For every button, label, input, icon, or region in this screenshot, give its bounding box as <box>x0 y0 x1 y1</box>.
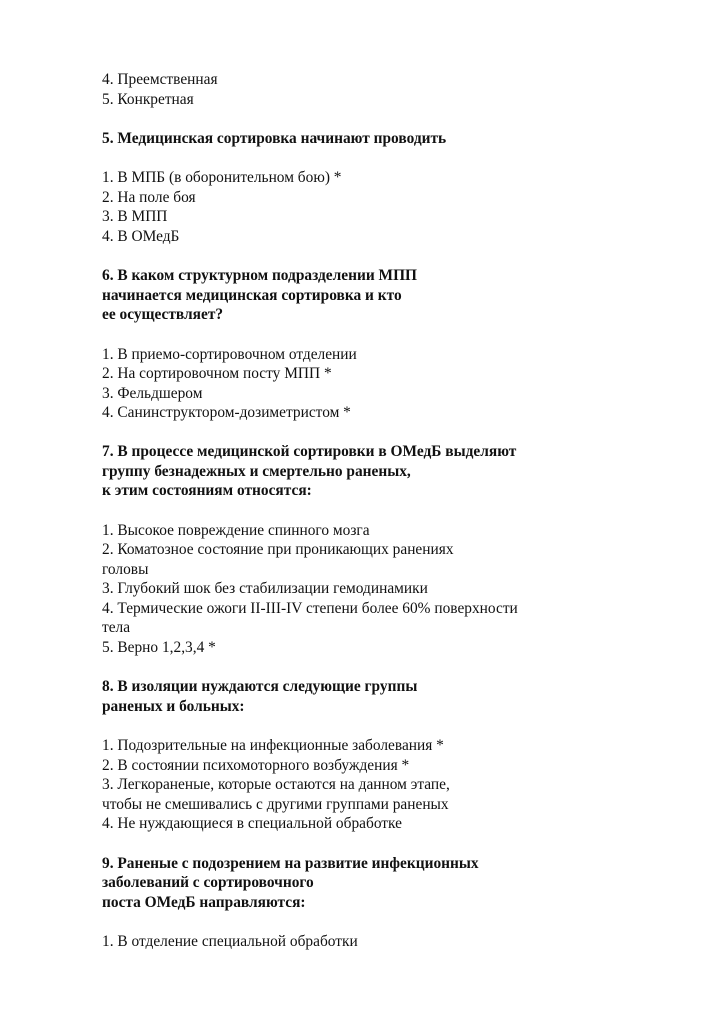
option-line: 1. В МПБ (в оборонительном бою) * <box>102 169 342 186</box>
option-line: 2. В состоянии психомоторного возбуждения * <box>102 757 410 774</box>
option-line: 2. На поле боя <box>102 189 196 206</box>
option-line: 4. Термические ожоги II-III-IV степени более 60% поверхности <box>102 600 518 617</box>
option-line: 3. Легкораненые, которые остаются на данном этапе, <box>102 776 450 793</box>
option-line: 4. Не нуждающиеся в специальной обработке <box>102 815 402 832</box>
option-line: 1. Подозрительные на инфекционные заболевания * <box>102 737 444 754</box>
option-line: головы <box>102 561 149 578</box>
question-8-title: 8. В изоляции нуждаются следующие группы <box>102 678 418 695</box>
question-5-title: 5. Медицинская сортировка начинают проводить <box>102 130 447 147</box>
question-9-title: 9. Раненые с подозрением на развитие инфекционных <box>102 855 479 872</box>
question-6-title: начинается медицинская сортировка и кто <box>102 287 402 304</box>
question-6-title: ее осуществляет? <box>102 306 224 323</box>
option-line: 5. Конкретная <box>102 91 194 108</box>
option-line: 3. В МПП <box>102 208 168 225</box>
option-line: 3. Глубокий шок без стабилизации гемодинамики <box>102 580 428 597</box>
question-9-title: заболеваний с сортировочного <box>102 874 314 891</box>
option-line: 3. Фельдшером <box>102 385 203 402</box>
question-7-title: 7. В процессе медицинской сортировки в ОМедБ выделяют <box>102 443 517 460</box>
option-line: 2. Коматозное состояние при проникающих ранениях <box>102 541 454 558</box>
option-line: тела <box>102 619 131 636</box>
option-line: 5. Верно 1,2,3,4 * <box>102 639 216 656</box>
option-line: 4. В ОМедБ <box>102 228 180 245</box>
option-line: 1. В отделение специальной обработки <box>102 933 358 950</box>
question-7-title: группу безнадежных и смертельно раненых, <box>102 463 411 480</box>
question-9-title: поста ОМедБ направляются: <box>102 894 306 911</box>
option-line: 1. В приемо-сортировочном отделении <box>102 346 357 363</box>
option-line: чтобы не смешивались с другими группами раненых <box>102 796 449 813</box>
question-6-title: 6. В каком структурном подразделении МПП <box>102 267 418 284</box>
question-8-title: раненых и больных: <box>102 698 245 715</box>
option-line: 4. Преемственная <box>102 71 218 88</box>
option-line: 4. Санинструктором-дозиметристом * <box>102 404 351 421</box>
option-line: 2. На сортировочном посту МПП * <box>102 365 332 382</box>
option-line: 1. Высокое повреждение спинного мозга <box>102 522 370 539</box>
question-7-title: к этим состояниям относятся: <box>102 482 312 499</box>
